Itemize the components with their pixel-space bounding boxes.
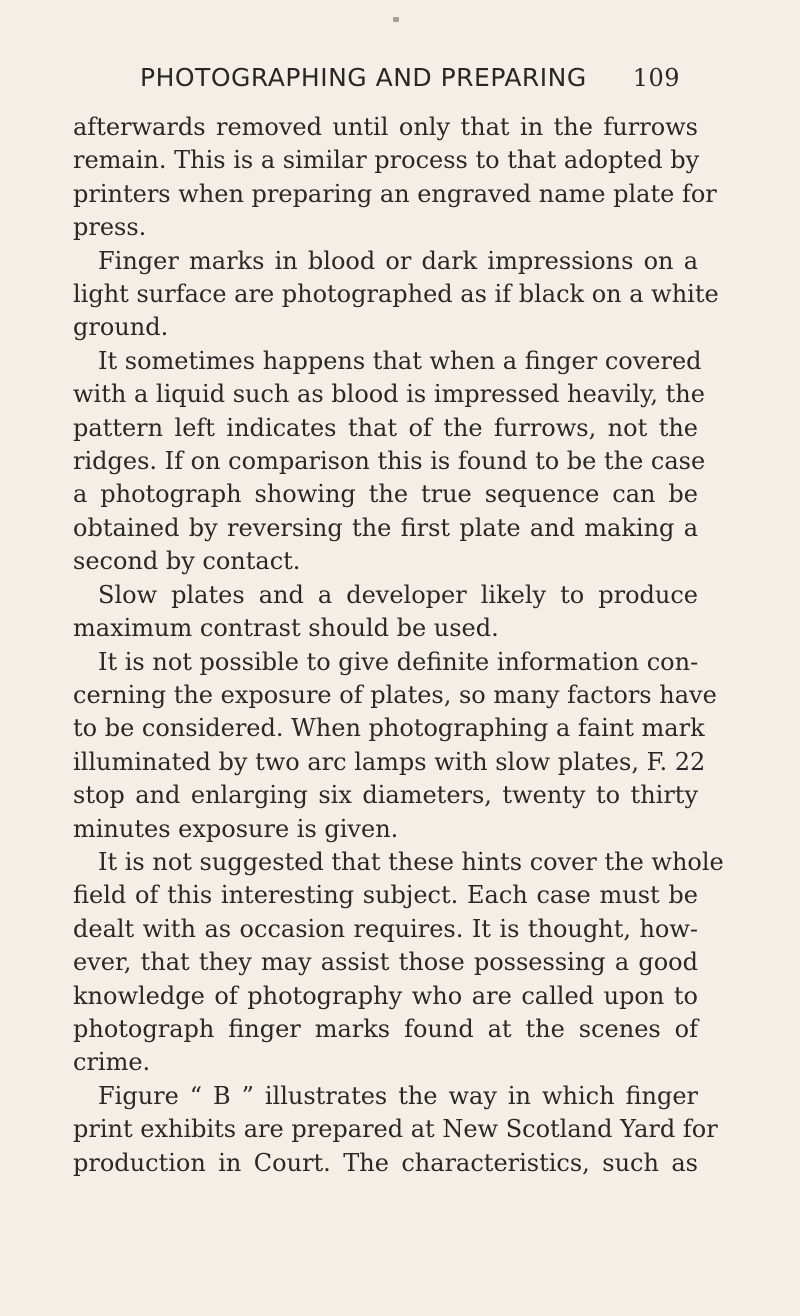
text-line: press. xyxy=(73,213,147,242)
text-line: cerning the exposure of plates, so many factors have xyxy=(73,680,717,709)
text-line: to be considered. When photographing a faint mark xyxy=(73,714,705,743)
text-line: stop and enlarging six diameters, twenty to thirty xyxy=(73,781,698,810)
text-line: maximum contrast should be used. xyxy=(73,614,499,643)
text-line: minutes exposure is given. xyxy=(73,814,399,843)
text-line: It sometimes happens that when a finger covered xyxy=(98,346,702,375)
body-text xyxy=(73,111,724,1180)
text-line: second by contact. xyxy=(73,547,301,576)
text-line: production in Court. The characteristics, such as xyxy=(73,1148,698,1177)
text-line: Slow plates and a developer likely to produce xyxy=(98,580,698,609)
text-line: photograph finger marks found at the scenes of xyxy=(73,1014,698,1043)
text-line: obtained by reversing the first plate and making a xyxy=(73,513,698,542)
running-head: PHOTOGRAPHING AND PREPARING xyxy=(140,63,587,92)
text-line: ever, that they may assist those possessing a good xyxy=(73,948,698,977)
text-line: ground. xyxy=(73,313,169,342)
text-line: print exhibits are prepared at New Scotland Yard for xyxy=(73,1115,718,1144)
text-line: remain. This is a similar process to that adopted by xyxy=(73,146,700,175)
text-line: dealt with as occasion requires. It is thought, how- xyxy=(73,914,698,943)
text-line: light surface are photographed as if black on a white xyxy=(73,280,719,309)
text-line: pattern left indicates that of the furrows, not the xyxy=(73,413,698,442)
page-header xyxy=(140,50,680,92)
text-line: illuminated by two arc lamps with slow plates, F. 22 xyxy=(73,747,706,776)
printer-mark xyxy=(393,17,399,22)
text-line: afterwards removed until only that in the furrows xyxy=(73,113,698,141)
text-line: Figure “ B ” illustrates the way in which finger xyxy=(98,1081,698,1110)
text-line: with a liquid such as blood is impressed heavily, the xyxy=(73,380,705,409)
text-line: It is not suggested that these hints cover the whole xyxy=(98,847,724,876)
text-line: field of this interesting subject. Each case must be xyxy=(73,881,698,910)
text-line: ridges. If on comparison this is found to be the case xyxy=(73,447,706,476)
text-line: crime. xyxy=(73,1048,151,1077)
text-line: It is not possible to give definite information con- xyxy=(98,647,699,676)
text-line: a photograph showing the true sequence can be xyxy=(73,480,698,509)
page-number: 109 xyxy=(632,64,680,92)
text-line: knowledge of photography who are called upon to xyxy=(73,981,698,1010)
text-line: printers when preparing an engraved name plate for xyxy=(73,179,717,208)
text-line: Finger marks in blood or dark impressions on a xyxy=(98,246,698,275)
